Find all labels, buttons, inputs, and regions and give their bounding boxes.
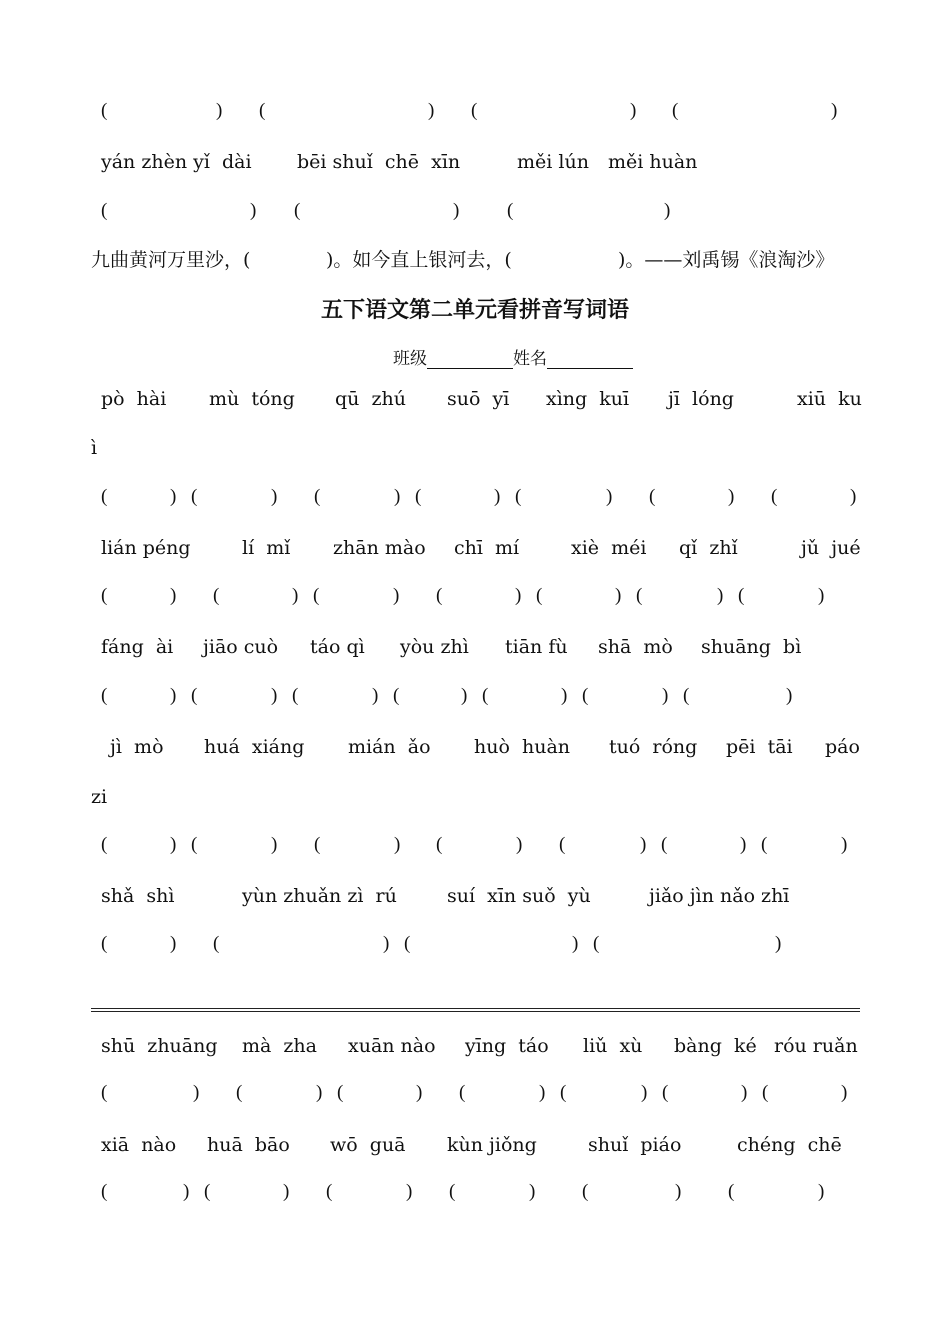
answer-close-paren: ) <box>292 585 299 606</box>
pinyin-word: xiū ku <box>797 388 862 410</box>
pinyin-word: liǔ xù <box>583 1035 643 1057</box>
pinyin-word: ì <box>91 437 98 459</box>
answer-open-paren: ( <box>582 1181 589 1202</box>
pinyin-word: chī mí <box>454 537 520 559</box>
answer-close-paren: ) <box>529 1181 536 1202</box>
answer-close-paren: ) <box>662 685 669 706</box>
answer-open-paren: ( <box>259 100 266 121</box>
answer-close-paren: ) <box>170 685 177 706</box>
answer-close-paren: ) <box>372 685 379 706</box>
class-label: 班级 <box>393 349 427 369</box>
answer-open-paren: ( <box>459 1082 466 1103</box>
pinyin-word: lí mǐ <box>242 537 291 559</box>
answer-close-paren: ) <box>717 585 724 606</box>
answer-open-paren: ( <box>649 486 656 507</box>
answer-close-paren: ) <box>453 200 460 221</box>
pinyin-word: lián péng <box>101 537 191 559</box>
answer-close-paren: ) <box>283 1181 290 1202</box>
pinyin-word: fáng ài <box>101 636 174 658</box>
answer-open-paren: ( <box>471 100 478 121</box>
answer-close-paren: ) <box>170 933 177 954</box>
answer-row <box>0 681 950 711</box>
pinyin-word: huā bāo <box>207 1134 290 1156</box>
answer-open-paren: ( <box>292 685 299 706</box>
answer-row <box>0 96 950 126</box>
answer-close-paren: ) <box>641 1082 648 1103</box>
poem-line <box>0 245 950 275</box>
pinyin-word: jī lóng <box>668 388 734 410</box>
pinyin-row <box>0 433 950 463</box>
answer-close-paren: ) <box>170 834 177 855</box>
pinyin-word: huá xiáng <box>204 736 305 758</box>
answer-close-paren: ) <box>675 1181 682 1202</box>
pinyin-word: bēi shuǐ chē xīn <box>297 151 461 173</box>
answer-close-paren: ) <box>428 100 435 121</box>
pinyin-word: chéng chē <box>737 1134 842 1156</box>
pinyin-word: kùn jiǒng <box>447 1134 537 1156</box>
answer-close-paren: ) <box>170 585 177 606</box>
answer-open-paren: ( <box>101 933 108 954</box>
answer-open-paren: ( <box>404 933 411 954</box>
answer-close-paren: ) <box>193 1082 200 1103</box>
pinyin-word: xiè méi <box>571 537 647 559</box>
pinyin-word: mián ǎo <box>348 736 431 758</box>
pinyin-word: shǎ shì <box>101 885 175 907</box>
pinyin-word: xuān nào <box>348 1035 436 1057</box>
class-blank[interactable] <box>427 350 513 369</box>
pinyin-word: jiāo cuò <box>203 636 279 658</box>
answer-open-paren: ( <box>559 834 566 855</box>
answer-open-paren: ( <box>738 585 745 606</box>
answer-close-paren: ) <box>841 834 848 855</box>
pinyin-word: shā mò <box>598 636 673 658</box>
answer-close-paren: ) <box>850 486 857 507</box>
answer-open-paren: ( <box>101 486 108 507</box>
answer-close-paren: ) <box>406 1181 413 1202</box>
pinyin-word: qū zhú <box>335 388 406 410</box>
answer-row <box>0 1078 950 1108</box>
answer-open-paren: ( <box>683 685 690 706</box>
answer-close-paren: ) <box>818 1181 825 1202</box>
page-title: 五下语文第二单元看拼音写词语 <box>320 298 629 323</box>
answer-close-paren: ) <box>461 685 468 706</box>
pinyin-word: qǐ zhǐ <box>679 537 738 559</box>
answer-close-paren: ) <box>316 1082 323 1103</box>
answer-close-paren: ) <box>516 834 523 855</box>
answer-close-paren: ) <box>664 200 671 221</box>
answer-close-paren: ) <box>416 1082 423 1103</box>
answer-close-paren: ) <box>515 585 522 606</box>
answer-open-paren: ( <box>314 486 321 507</box>
pinyin-word: zi <box>91 786 108 808</box>
answer-open-paren: ( <box>536 585 543 606</box>
answer-open-paren: ( <box>436 834 443 855</box>
answer-row <box>0 929 950 959</box>
answer-open-paren: ( <box>672 100 679 121</box>
pinyin-word: měi lún <box>517 151 589 173</box>
pinyin-word: pò hài <box>101 388 167 410</box>
answer-open-paren: ( <box>191 685 198 706</box>
pinyin-word: tiān fù <box>505 636 568 658</box>
answer-open-paren: ( <box>449 1181 456 1202</box>
answer-open-paren: ( <box>101 1082 108 1103</box>
pinyin-word: shū zhuāng <box>101 1035 218 1057</box>
answer-close-paren: ) <box>831 100 838 121</box>
answer-open-paren: ( <box>101 834 108 855</box>
answer-open-paren: ( <box>393 685 400 706</box>
answer-close-paren: ) <box>494 486 501 507</box>
answer-close-paren: ) <box>183 1181 190 1202</box>
answer-close-paren: ) <box>561 685 568 706</box>
answer-open-paren: ( <box>415 486 422 507</box>
class-name-line <box>393 344 633 369</box>
answer-open-paren: ( <box>636 585 643 606</box>
pinyin-word: jì mò <box>110 736 164 758</box>
pinyin-word: pēi tāi <box>726 736 793 758</box>
pinyin-row <box>0 881 950 911</box>
answer-open-paren: ( <box>326 1181 333 1202</box>
answer-row <box>0 1177 950 1207</box>
pinyin-word: wō guā <box>330 1134 406 1156</box>
answer-close-paren: ) <box>170 486 177 507</box>
double-rule-top <box>91 1008 860 1009</box>
pinyin-word: yán zhèn yǐ dài <box>101 151 252 173</box>
answer-open-paren: ( <box>771 486 778 507</box>
pinyin-row <box>0 147 950 177</box>
pinyin-row <box>0 782 950 812</box>
answer-open-paren: ( <box>582 685 589 706</box>
pinyin-word: yòu zhì <box>400 636 469 658</box>
answer-close-paren: ) <box>786 685 793 706</box>
answer-open-paren: ( <box>661 834 668 855</box>
pinyin-word: mà zha <box>242 1035 317 1057</box>
answer-open-paren: ( <box>236 1082 243 1103</box>
poem-segment: )。——刘禹锡《浪淘沙》 <box>618 249 835 271</box>
answer-close-paren: ) <box>393 585 400 606</box>
pinyin-word: táo qì <box>310 636 365 658</box>
answer-close-paren: ) <box>539 1082 546 1103</box>
pinyin-word: jǔ jué <box>801 537 861 559</box>
answer-close-paren: ) <box>271 685 278 706</box>
pinyin-row <box>0 384 950 414</box>
answer-open-paren: ( <box>101 1181 108 1202</box>
pinyin-word: shuāng bì <box>701 636 802 658</box>
pinyin-word: huò huàn <box>474 736 571 758</box>
answer-close-paren: ) <box>250 200 257 221</box>
pinyin-row <box>0 632 950 662</box>
double-rule-bottom <box>91 1011 860 1012</box>
answer-open-paren: ( <box>482 685 489 706</box>
answer-close-paren: ) <box>630 100 637 121</box>
pinyin-word: shuǐ piáo <box>588 1134 682 1156</box>
answer-close-paren: ) <box>271 486 278 507</box>
answer-open-paren: ( <box>728 1181 735 1202</box>
pinyin-row <box>0 1031 950 1061</box>
answer-open-paren: ( <box>101 200 108 221</box>
answer-close-paren: ) <box>741 1082 748 1103</box>
answer-close-paren: ) <box>740 834 747 855</box>
answer-close-paren: ) <box>640 834 647 855</box>
name-label: 姓名 <box>513 349 547 369</box>
answer-close-paren: ) <box>394 834 401 855</box>
answer-open-paren: ( <box>191 834 198 855</box>
answer-open-paren: ( <box>101 585 108 606</box>
answer-close-paren: ) <box>728 486 735 507</box>
pinyin-row <box>0 1130 950 1160</box>
pinyin-word: mù tóng <box>209 388 295 410</box>
pinyin-word: bàng ké <box>674 1035 757 1057</box>
name-blank[interactable] <box>547 350 633 369</box>
answer-open-paren: ( <box>761 834 768 855</box>
pinyin-word: yīng táo <box>465 1035 549 1057</box>
answer-open-paren: ( <box>593 933 600 954</box>
answer-open-paren: ( <box>213 585 220 606</box>
pinyin-word: xìng kuī <box>546 388 630 410</box>
pinyin-word: měi huàn <box>608 151 698 173</box>
answer-open-paren: ( <box>204 1181 211 1202</box>
pinyin-word: zhān mào <box>333 537 426 559</box>
answer-row <box>0 196 950 226</box>
pinyin-word: tuó róng <box>609 736 698 758</box>
answer-open-paren: ( <box>560 1082 567 1103</box>
pinyin-word: róu ruǎn <box>774 1035 858 1057</box>
answer-open-paren: ( <box>313 585 320 606</box>
answer-open-paren: ( <box>662 1082 669 1103</box>
answer-close-paren: ) <box>775 933 782 954</box>
pinyin-word: páo <box>825 736 860 758</box>
answer-close-paren: ) <box>841 1082 848 1103</box>
answer-open-paren: ( <box>515 486 522 507</box>
answer-open-paren: ( <box>101 100 108 121</box>
answer-close-paren: ) <box>383 933 390 954</box>
answer-open-paren: ( <box>762 1082 769 1103</box>
answer-open-paren: ( <box>337 1082 344 1103</box>
answer-open-paren: ( <box>507 200 514 221</box>
answer-close-paren: ) <box>271 834 278 855</box>
pinyin-word: jiǎo jìn nǎo zhī <box>649 885 790 907</box>
pinyin-row <box>0 732 950 762</box>
pinyin-word: suí xīn suǒ yù <box>447 885 591 907</box>
answer-row <box>0 581 950 611</box>
answer-close-paren: ) <box>394 486 401 507</box>
pinyin-word: yùn zhuǎn zì rú <box>242 885 397 907</box>
pinyin-row <box>0 533 950 563</box>
answer-open-paren: ( <box>314 834 321 855</box>
answer-open-paren: ( <box>436 585 443 606</box>
answer-close-paren: ) <box>615 585 622 606</box>
answer-row <box>0 830 950 860</box>
poem-segment: )。如今直上银河去，( <box>326 249 512 271</box>
answer-open-paren: ( <box>294 200 301 221</box>
answer-open-paren: ( <box>191 486 198 507</box>
answer-close-paren: ) <box>818 585 825 606</box>
answer-close-paren: ) <box>572 933 579 954</box>
answer-close-paren: ) <box>606 486 613 507</box>
answer-close-paren: ) <box>216 100 223 121</box>
pinyin-word: xiā nào <box>101 1134 177 1156</box>
answer-row <box>0 482 950 512</box>
pinyin-word: suō yī <box>447 388 510 410</box>
poem-segment: 九曲黄河万里沙，( <box>91 249 251 271</box>
answer-open-paren: ( <box>213 933 220 954</box>
answer-open-paren: ( <box>101 685 108 706</box>
